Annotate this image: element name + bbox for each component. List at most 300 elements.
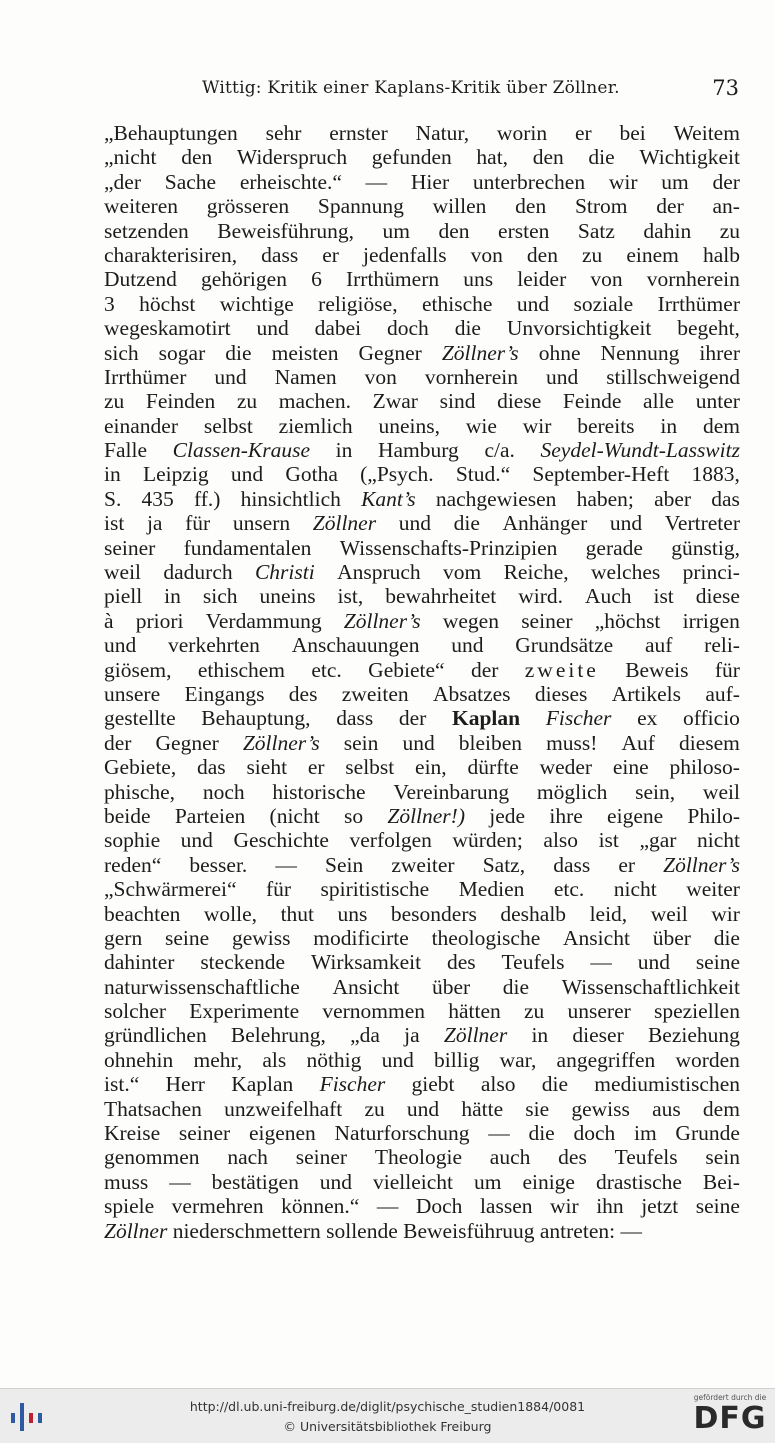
text-line: [104, 341, 740, 365]
word: in: [104, 462, 121, 487]
dfg-logo: [693, 1393, 767, 1439]
word: September-Heft: [532, 462, 670, 487]
word: den: [181, 145, 213, 170]
word: der: [398, 706, 427, 731]
word: dass: [261, 242, 299, 267]
word: officio: [683, 706, 740, 731]
word: können.“: [281, 1194, 360, 1219]
text-line: [104, 975, 740, 999]
word: (nicht: [269, 803, 320, 828]
word: und: [214, 364, 247, 389]
word: etc.: [311, 657, 342, 682]
word: weder: [539, 755, 593, 780]
text-line: [104, 560, 740, 584]
word: Dutzend: [104, 267, 177, 292]
word: Zöllner’s: [242, 730, 320, 755]
word: und: [180, 828, 213, 853]
word: weiter: [686, 877, 740, 902]
word: Belehrung,: [230, 1023, 326, 1048]
word: gewiss: [571, 1096, 630, 1121]
word: Hier: [410, 169, 450, 194]
word: charakterisiren,: [104, 242, 238, 267]
word: Leipzig: [142, 462, 209, 487]
text-line: [104, 536, 740, 560]
word: worin: [496, 121, 548, 145]
word: des: [558, 1145, 587, 1170]
word: und: [402, 730, 435, 755]
word: Reiche,: [503, 560, 569, 585]
text-line: [104, 658, 740, 682]
word: Beweisführung,: [217, 218, 355, 243]
word: und: [398, 511, 431, 536]
running-title: Wittig: Kritik einer Kaplans-Kritik über Zöllner.: [202, 78, 620, 98]
word: giösem,: [104, 657, 172, 682]
word: Verdammung: [205, 608, 322, 633]
word: Wirksamkeit: [310, 950, 422, 975]
word: Irrthümer: [104, 364, 187, 389]
word: dass: [336, 706, 374, 731]
word: Kreise: [104, 1121, 161, 1146]
text-line: [104, 438, 740, 462]
text-line: [104, 1170, 740, 1194]
word: Nennung: [600, 340, 680, 365]
word: bei: [619, 121, 646, 145]
word: sind: [439, 389, 476, 414]
word: sogar: [158, 340, 206, 365]
word: ist.“: [104, 1072, 140, 1097]
word: speziellen: [653, 999, 740, 1024]
word: selbst: [345, 755, 395, 780]
word: Widerspruch: [236, 145, 348, 170]
word: Falle: [104, 438, 147, 463]
text-line: [104, 828, 740, 852]
word: des: [288, 681, 318, 706]
word: verfolgen: [349, 828, 432, 853]
word: über: [431, 974, 471, 999]
word: gefunden: [371, 145, 452, 170]
word: an-: [712, 194, 740, 219]
word: —: [376, 1194, 399, 1219]
word: er: [574, 121, 592, 145]
word: höchst: [139, 291, 196, 316]
word: thut: [280, 901, 315, 926]
word: seine: [695, 1194, 740, 1219]
word: ziemlich: [278, 413, 353, 438]
word: ist: [653, 584, 674, 609]
word: der: [470, 657, 499, 682]
word: ist: [104, 511, 125, 536]
word: Grundsätze: [515, 633, 614, 658]
word: jetzt: [641, 1194, 679, 1219]
funding-label: gefördert durch die: [693, 1393, 767, 1402]
word: c/a.: [484, 438, 515, 463]
word: gerade: [585, 535, 643, 560]
word: uneins: [259, 584, 316, 609]
word: seine: [695, 950, 740, 975]
text-line: [104, 755, 740, 779]
word: unter: [695, 389, 740, 414]
word: so: [343, 803, 364, 828]
word: einander: [104, 413, 179, 438]
text-line: [104, 1097, 740, 1121]
word: und: [230, 462, 264, 487]
text-line: [104, 633, 740, 657]
word: der: [104, 730, 132, 755]
word: vermehren: [171, 1194, 264, 1219]
word: verkehrten: [168, 633, 260, 658]
word: vom: [443, 560, 482, 585]
word: Strom: [574, 194, 628, 219]
word: Wissenschafts-Prinzipien: [339, 535, 558, 560]
word: hinsichtlich: [240, 486, 341, 511]
text-line: [104, 414, 740, 438]
word: Weitem: [673, 121, 740, 145]
word: „Behauptungen: [104, 121, 238, 145]
word: begeht,: [677, 316, 740, 341]
text-line: [104, 780, 740, 804]
word: in: [164, 584, 181, 609]
word: bereits: [577, 413, 635, 438]
word: —: [169, 1169, 191, 1194]
word: Zöllner: [312, 511, 377, 536]
word: zweiter: [391, 852, 455, 877]
word: Hamburg: [377, 438, 459, 463]
word: weil: [650, 901, 688, 926]
word: weil: [104, 560, 142, 585]
word: ff.): [193, 486, 221, 511]
running-head: [104, 76, 739, 106]
word: also: [543, 828, 579, 853]
word: des: [446, 950, 476, 975]
text-line: [104, 462, 740, 486]
word: Experimente: [189, 999, 300, 1024]
text-line: [104, 121, 740, 145]
word: ihrer: [699, 340, 740, 365]
text-line: [104, 1219, 740, 1243]
word: unsern: [232, 511, 291, 536]
word: Spannung: [317, 194, 404, 219]
word: noch: [202, 779, 245, 804]
word: Natur,: [415, 121, 470, 145]
text-line: [104, 877, 740, 901]
word: sein: [705, 1145, 740, 1170]
text-line: [104, 267, 740, 291]
word: Doch: [415, 1194, 463, 1219]
word: selbst: [203, 413, 253, 438]
word: 3: [104, 291, 115, 316]
word: gehörigen: [200, 267, 287, 292]
word: stillschweigend: [606, 364, 740, 389]
word: ethische: [421, 291, 493, 316]
word: Auch: [584, 584, 632, 609]
word: Zöllner: [443, 1023, 508, 1048]
dfg-logo-text: DFG: [693, 1401, 767, 1436]
word: 6: [311, 267, 322, 292]
word: phische,: [104, 779, 176, 804]
word: Unvorsichtigkeit: [506, 316, 652, 341]
word: billig: [434, 1047, 480, 1072]
word: meisten: [271, 340, 339, 365]
word: wegeskamotirt: [104, 316, 231, 341]
word: steckende: [200, 950, 286, 975]
word: das: [711, 486, 740, 511]
word: seine: [164, 925, 210, 950]
word: Zwar: [372, 389, 418, 414]
word: wichtige: [219, 291, 294, 316]
word: besser.: [189, 852, 248, 877]
word: genommen: [104, 1145, 200, 1170]
word: die: [713, 925, 740, 950]
text-line: [104, 706, 740, 730]
word: wird.: [518, 584, 563, 609]
word: —: [275, 852, 297, 877]
word: deshalb: [500, 901, 567, 926]
word: gestellte: [104, 706, 176, 731]
word: war,: [499, 1047, 537, 1072]
word: wir: [711, 901, 740, 926]
word: Vereinbarung: [393, 779, 510, 804]
word: seiner: [521, 608, 573, 633]
word: muss: [104, 1169, 149, 1194]
word: im: [633, 1121, 657, 1146]
word: 435: [141, 486, 174, 511]
word: dem: [702, 1096, 740, 1121]
word: dieser: [572, 1023, 624, 1048]
word: wir: [608, 169, 638, 194]
word: die: [225, 340, 252, 365]
word: Zöllner’s: [441, 340, 519, 365]
word: Wissenschaftlichkeit: [561, 974, 740, 999]
word: unzweifelhaft: [224, 1096, 343, 1121]
word: piell: [104, 584, 143, 609]
word: die: [502, 974, 530, 999]
text-line: [104, 170, 740, 194]
word: Teufels: [614, 1145, 678, 1170]
word: Wichtigkeit: [639, 145, 740, 170]
word: mediumistischen: [594, 1072, 740, 1097]
word: modificirte: [313, 925, 409, 950]
word: „der: [104, 169, 141, 194]
text-line: [104, 999, 740, 1023]
word: günstig,: [671, 535, 740, 560]
word: als: [262, 1047, 287, 1072]
text-line: [104, 1072, 740, 1096]
word: ja: [146, 511, 163, 536]
word: ist: [598, 828, 619, 853]
word: Naturforschung: [334, 1121, 470, 1146]
word: zu: [364, 1096, 385, 1121]
word: gewiss: [231, 925, 291, 950]
word: historische: [272, 779, 366, 804]
text-line: [104, 682, 740, 706]
word: Classen-Krause: [172, 438, 310, 463]
word: ohnehin: [104, 1047, 174, 1072]
text-line: [104, 1023, 740, 1047]
viewer-footer: [0, 1388, 775, 1443]
text-line: [104, 609, 740, 633]
word: Zöllner!): [387, 803, 465, 828]
word: setzenden: [104, 218, 189, 243]
permalink[interactable]: http://dl.ub.uni-freiburg.de/diglit/psychische_studien1884/0081: [189, 1399, 586, 1414]
word: Kaplan: [451, 706, 521, 731]
word: ex: [637, 706, 658, 731]
word: Seydel-Wundt-Lasswitz: [540, 438, 740, 463]
word: Medien: [458, 877, 525, 902]
word: seiner: [295, 1145, 348, 1170]
word: reden“: [104, 852, 162, 877]
word: diese: [695, 584, 740, 609]
word: bestätigen: [211, 1169, 299, 1194]
word: eigene: [607, 803, 664, 828]
word: über: [652, 925, 691, 950]
word: die: [588, 145, 615, 170]
word: dem: [702, 413, 740, 438]
word: nach: [227, 1145, 268, 1170]
word: religiöse,: [318, 291, 398, 316]
word: auf-: [705, 681, 740, 706]
word: theologische: [431, 925, 541, 950]
word: Herr: [165, 1072, 205, 1097]
word: den: [526, 242, 558, 267]
text-line: [104, 950, 740, 974]
word: die: [541, 1072, 569, 1097]
word: für: [185, 511, 211, 536]
word: worden: [675, 1047, 740, 1072]
word: uns: [463, 267, 494, 292]
word: gründlichen: [104, 1023, 207, 1048]
word: aber: [654, 486, 692, 511]
word: willen: [432, 194, 487, 219]
word: Stud.“: [455, 462, 511, 487]
text-line: [104, 804, 740, 828]
word: Gebiete,: [104, 755, 177, 780]
word: ja: [404, 1023, 420, 1048]
word: à: [104, 608, 114, 633]
word: machen.: [278, 389, 351, 414]
word: Zöllner’s: [343, 608, 421, 633]
word: vernommen: [322, 999, 426, 1024]
word: beide: [104, 803, 151, 828]
text-line: [104, 926, 740, 950]
text-line: [104, 194, 740, 218]
word: unserer: [567, 999, 631, 1024]
word: das: [197, 755, 226, 780]
word: vielleicht: [373, 1169, 454, 1194]
word: für: [714, 657, 740, 682]
word: Gebiete“: [368, 657, 445, 682]
word: Parteien: [174, 803, 246, 828]
word: Irrthümern: [345, 267, 440, 292]
word: Fischer: [545, 706, 612, 731]
word: ihre: [549, 803, 583, 828]
word: Gegner: [358, 340, 422, 365]
word: vornherein: [424, 364, 518, 389]
word: ernster: [329, 121, 388, 145]
word: sich: [202, 584, 238, 609]
word: dahinter: [104, 950, 175, 975]
word: von: [470, 242, 503, 267]
word: wie: [465, 413, 497, 438]
word: zweite: [524, 657, 599, 682]
word: ist,: [337, 584, 364, 609]
word: hätte: [461, 1096, 504, 1121]
page-number: 73: [712, 76, 739, 100]
word: philoso-: [669, 755, 740, 780]
word: Zöllner niederschmettern sollende Beweisführuug antreten: —: [104, 1218, 642, 1243]
word: er: [307, 755, 325, 780]
word: sich: [104, 340, 139, 365]
word: und: [319, 1169, 353, 1194]
word: Bei-: [702, 1169, 740, 1194]
word: nicht: [696, 828, 740, 853]
word: wolle,: [203, 901, 258, 926]
word: —: [488, 1121, 510, 1146]
word: auch: [489, 1145, 531, 1170]
word: jede: [489, 803, 526, 828]
word: Anhänger: [502, 511, 588, 536]
word: er: [618, 852, 636, 877]
word: zu: [719, 218, 740, 243]
word: Beziehung: [647, 1023, 740, 1048]
word: der: [656, 194, 684, 219]
word: Sein: [325, 852, 364, 877]
word: sieht: [246, 755, 288, 780]
text-line: [104, 584, 740, 608]
word: also: [480, 1072, 516, 1097]
word: jedenfalls: [362, 242, 447, 267]
word: Kaplan: [231, 1072, 294, 1097]
word: ohne: [538, 340, 581, 365]
word: Eingangs: [184, 681, 265, 706]
word: für: [265, 877, 292, 902]
word: gern: [104, 925, 143, 950]
word: hat,: [476, 145, 509, 170]
word: um: [382, 218, 410, 243]
text-line: [104, 487, 740, 511]
word: erheischte.“: [239, 169, 342, 194]
word: Irrthümer: [657, 291, 740, 316]
word: Sache: [164, 169, 217, 194]
word: giebt: [411, 1072, 455, 1097]
word: zu: [582, 242, 603, 267]
word: Geschichte: [233, 828, 329, 853]
word: Ansicht: [563, 925, 630, 950]
word: Grunde: [675, 1121, 740, 1146]
word: Gotha: [285, 462, 338, 487]
word: dieses: [534, 681, 588, 706]
word: diesem: [678, 730, 740, 755]
copyright-notice: © Universitätsbibliothek Freiburg: [283, 1419, 492, 1434]
word: —: [590, 950, 612, 975]
word: irrigen: [682, 608, 740, 633]
word: um: [473, 1169, 502, 1194]
word: mehr,: [193, 1047, 243, 1072]
word: nicht: [613, 877, 657, 902]
word: bleiben: [458, 730, 523, 755]
word: uneins,: [378, 413, 441, 438]
word: naturwissenschaftliche: [104, 974, 300, 999]
word: Anschauungen: [291, 633, 420, 658]
word: sophie: [104, 828, 161, 853]
word: und: [256, 316, 289, 341]
word: „Schwärmerei“: [104, 877, 237, 902]
word: dahin: [643, 218, 692, 243]
word: 1883,: [691, 462, 740, 487]
word: „gar: [639, 828, 677, 853]
word: zweiten: [341, 681, 409, 706]
word: Thatsachen: [104, 1096, 202, 1121]
word: grösseren: [206, 194, 290, 219]
